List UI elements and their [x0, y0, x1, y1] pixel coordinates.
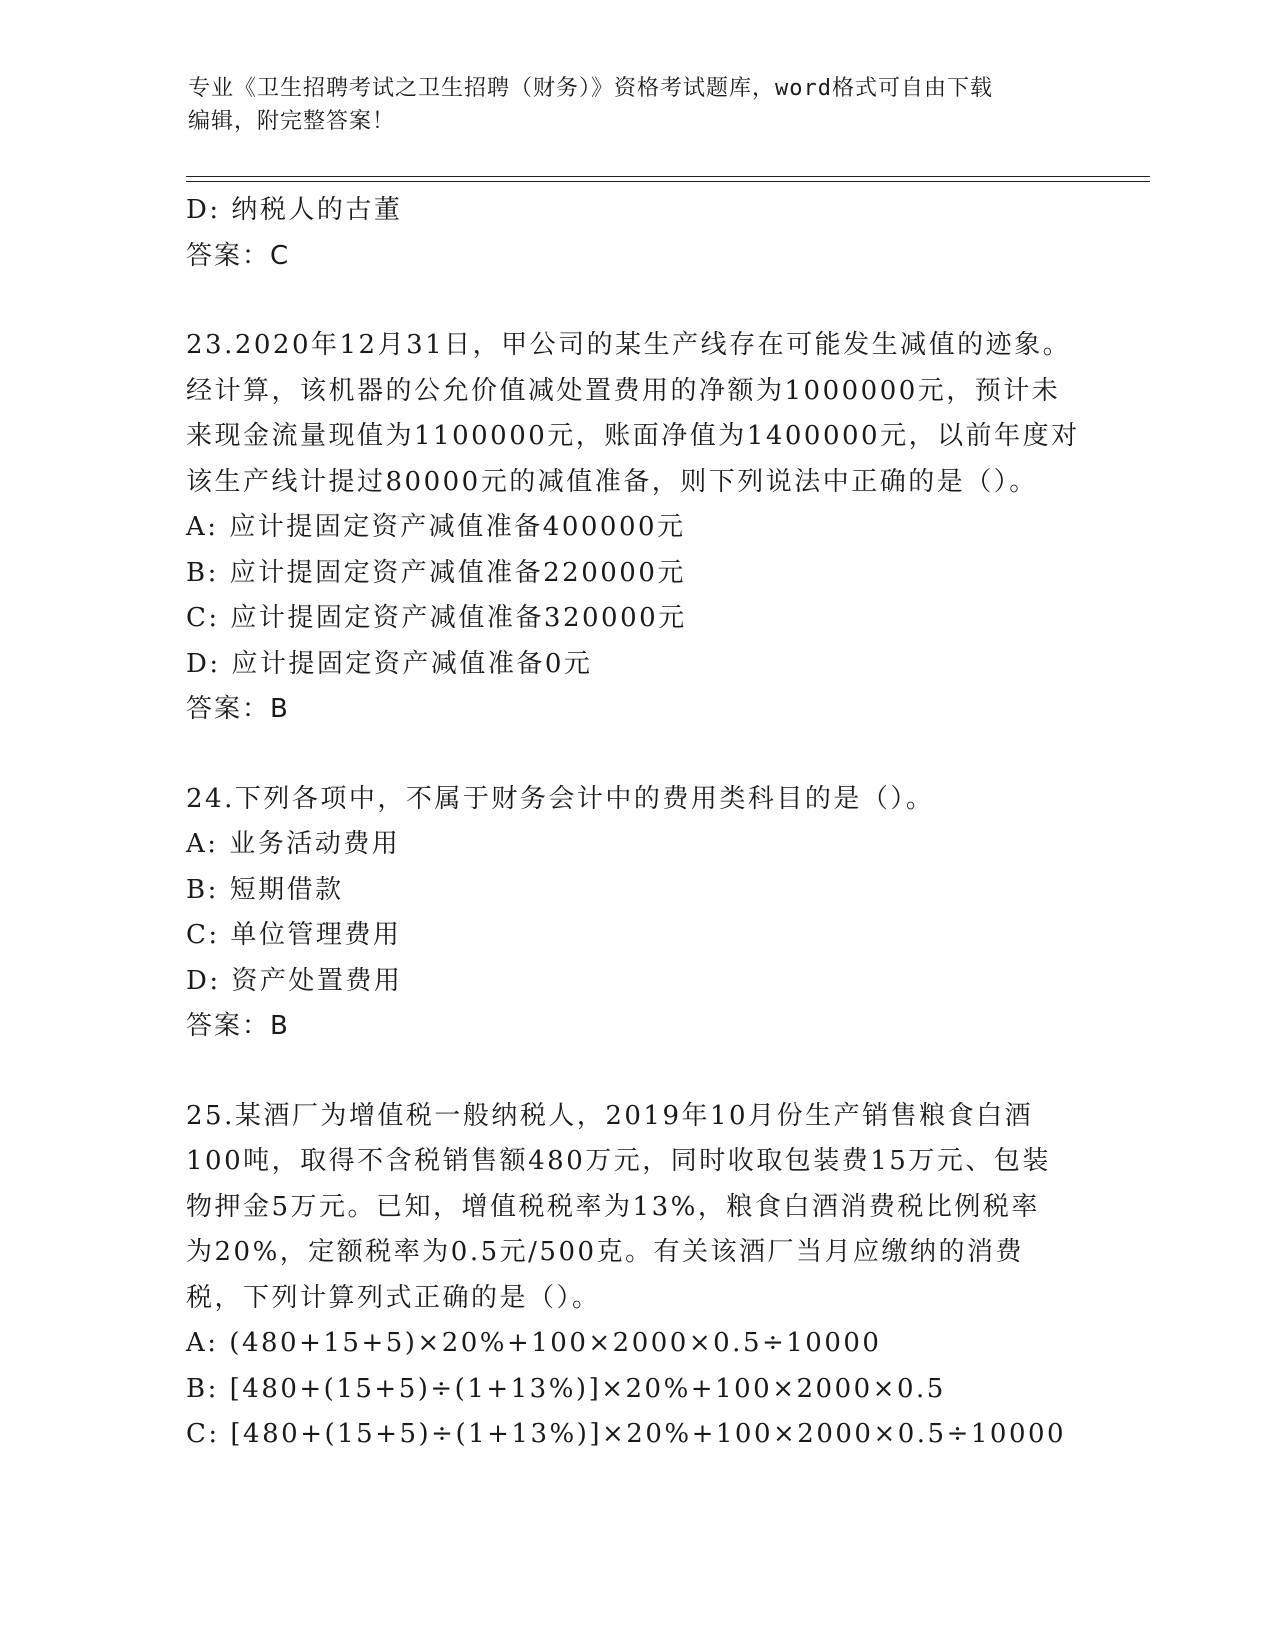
spacer	[186, 279, 1076, 323]
answer: 答案：C	[186, 240, 291, 271]
question-stem-line: 24.下列各项中，不属于财务会计中的费用类科目的是（）。	[186, 783, 935, 814]
option-b: B: 短期借款	[186, 874, 344, 905]
question-stem-line: 23.2020年12月31日，甲公司的某生产线存在可能发生减值的迹象。	[186, 330, 1072, 360]
option-a: A: 业务活动费用	[186, 829, 401, 859]
option-c: C: 应计提固定资产减值准备320000元	[186, 603, 687, 633]
option-d: D: 纳税人的古董	[186, 195, 403, 225]
question-stem-line: 经计算，该机器的公允价值减处置费用的净额为1000000元，预计未	[186, 375, 1061, 406]
question-stem-line: 税，下列计算列式正确的是（）。	[186, 1282, 601, 1313]
question-stem-line: 物押金5万元。已知，增值税税率为13%，粮食白酒消费税比例税率	[186, 1191, 1040, 1222]
question-24	[186, 777, 1076, 1050]
option-a: A: 应计提固定资产减值准备400000元	[186, 512, 686, 542]
question-stem-line: 100吨，取得不含税销售额480万元，同时收取包装费15万元、包装	[186, 1146, 1051, 1176]
question-23	[186, 323, 1080, 733]
option-c: C: 单位管理费用	[186, 920, 402, 950]
answer: 答案：B	[186, 1011, 290, 1041]
option-d: D: 资产处置费用	[186, 965, 403, 996]
option-a: A: (480+15+5)×20%+100×2000×0.5÷10000	[186, 1328, 882, 1358]
question-stem-line: 25.某酒厂为增值税一般纳税人，2019年10月份生产销售粮食白酒	[186, 1100, 1034, 1131]
header-line-1: 专业《卫生招聘考试之卫生招聘（财务）》资格考试题库，word格式可自由下载	[188, 76, 993, 101]
question-stem-line: 为20%，定额税率为0.5元/500克。有关该酒厂当月应缴纳的消费	[186, 1237, 1025, 1267]
header-divider-top	[186, 176, 1150, 177]
previous-question	[186, 188, 1076, 279]
header-line-2: 编辑，附完整答案！	[188, 109, 396, 134]
option-b: B: 应计提固定资产减值准备220000元	[186, 557, 686, 588]
document-header	[188, 72, 1088, 138]
answer: 答案：B	[186, 694, 290, 724]
header-divider-bottom	[186, 181, 1150, 182]
document-body	[186, 188, 1080, 1458]
spacer	[186, 733, 1076, 777]
option-c: C: [480+(15+5)÷(1+13%)]×20%+100×2000×0.5÷10000	[186, 1419, 1067, 1449]
question-stem-line: 来现金流量现值为1100000元，账面净值为1400000元，以前年度对	[186, 421, 1080, 451]
question-25	[186, 1094, 1076, 1458]
question-stem-line: 该生产线计提过80000元的减值准备，则下列说法中正确的是（）。	[186, 466, 1038, 497]
option-b: B: [480+(15+5)÷(1+13%)]×20%+100×2000×0.5	[186, 1373, 946, 1404]
spacer	[186, 1050, 1076, 1094]
option-d: D: 应计提固定资产减值准备0元	[186, 648, 593, 679]
